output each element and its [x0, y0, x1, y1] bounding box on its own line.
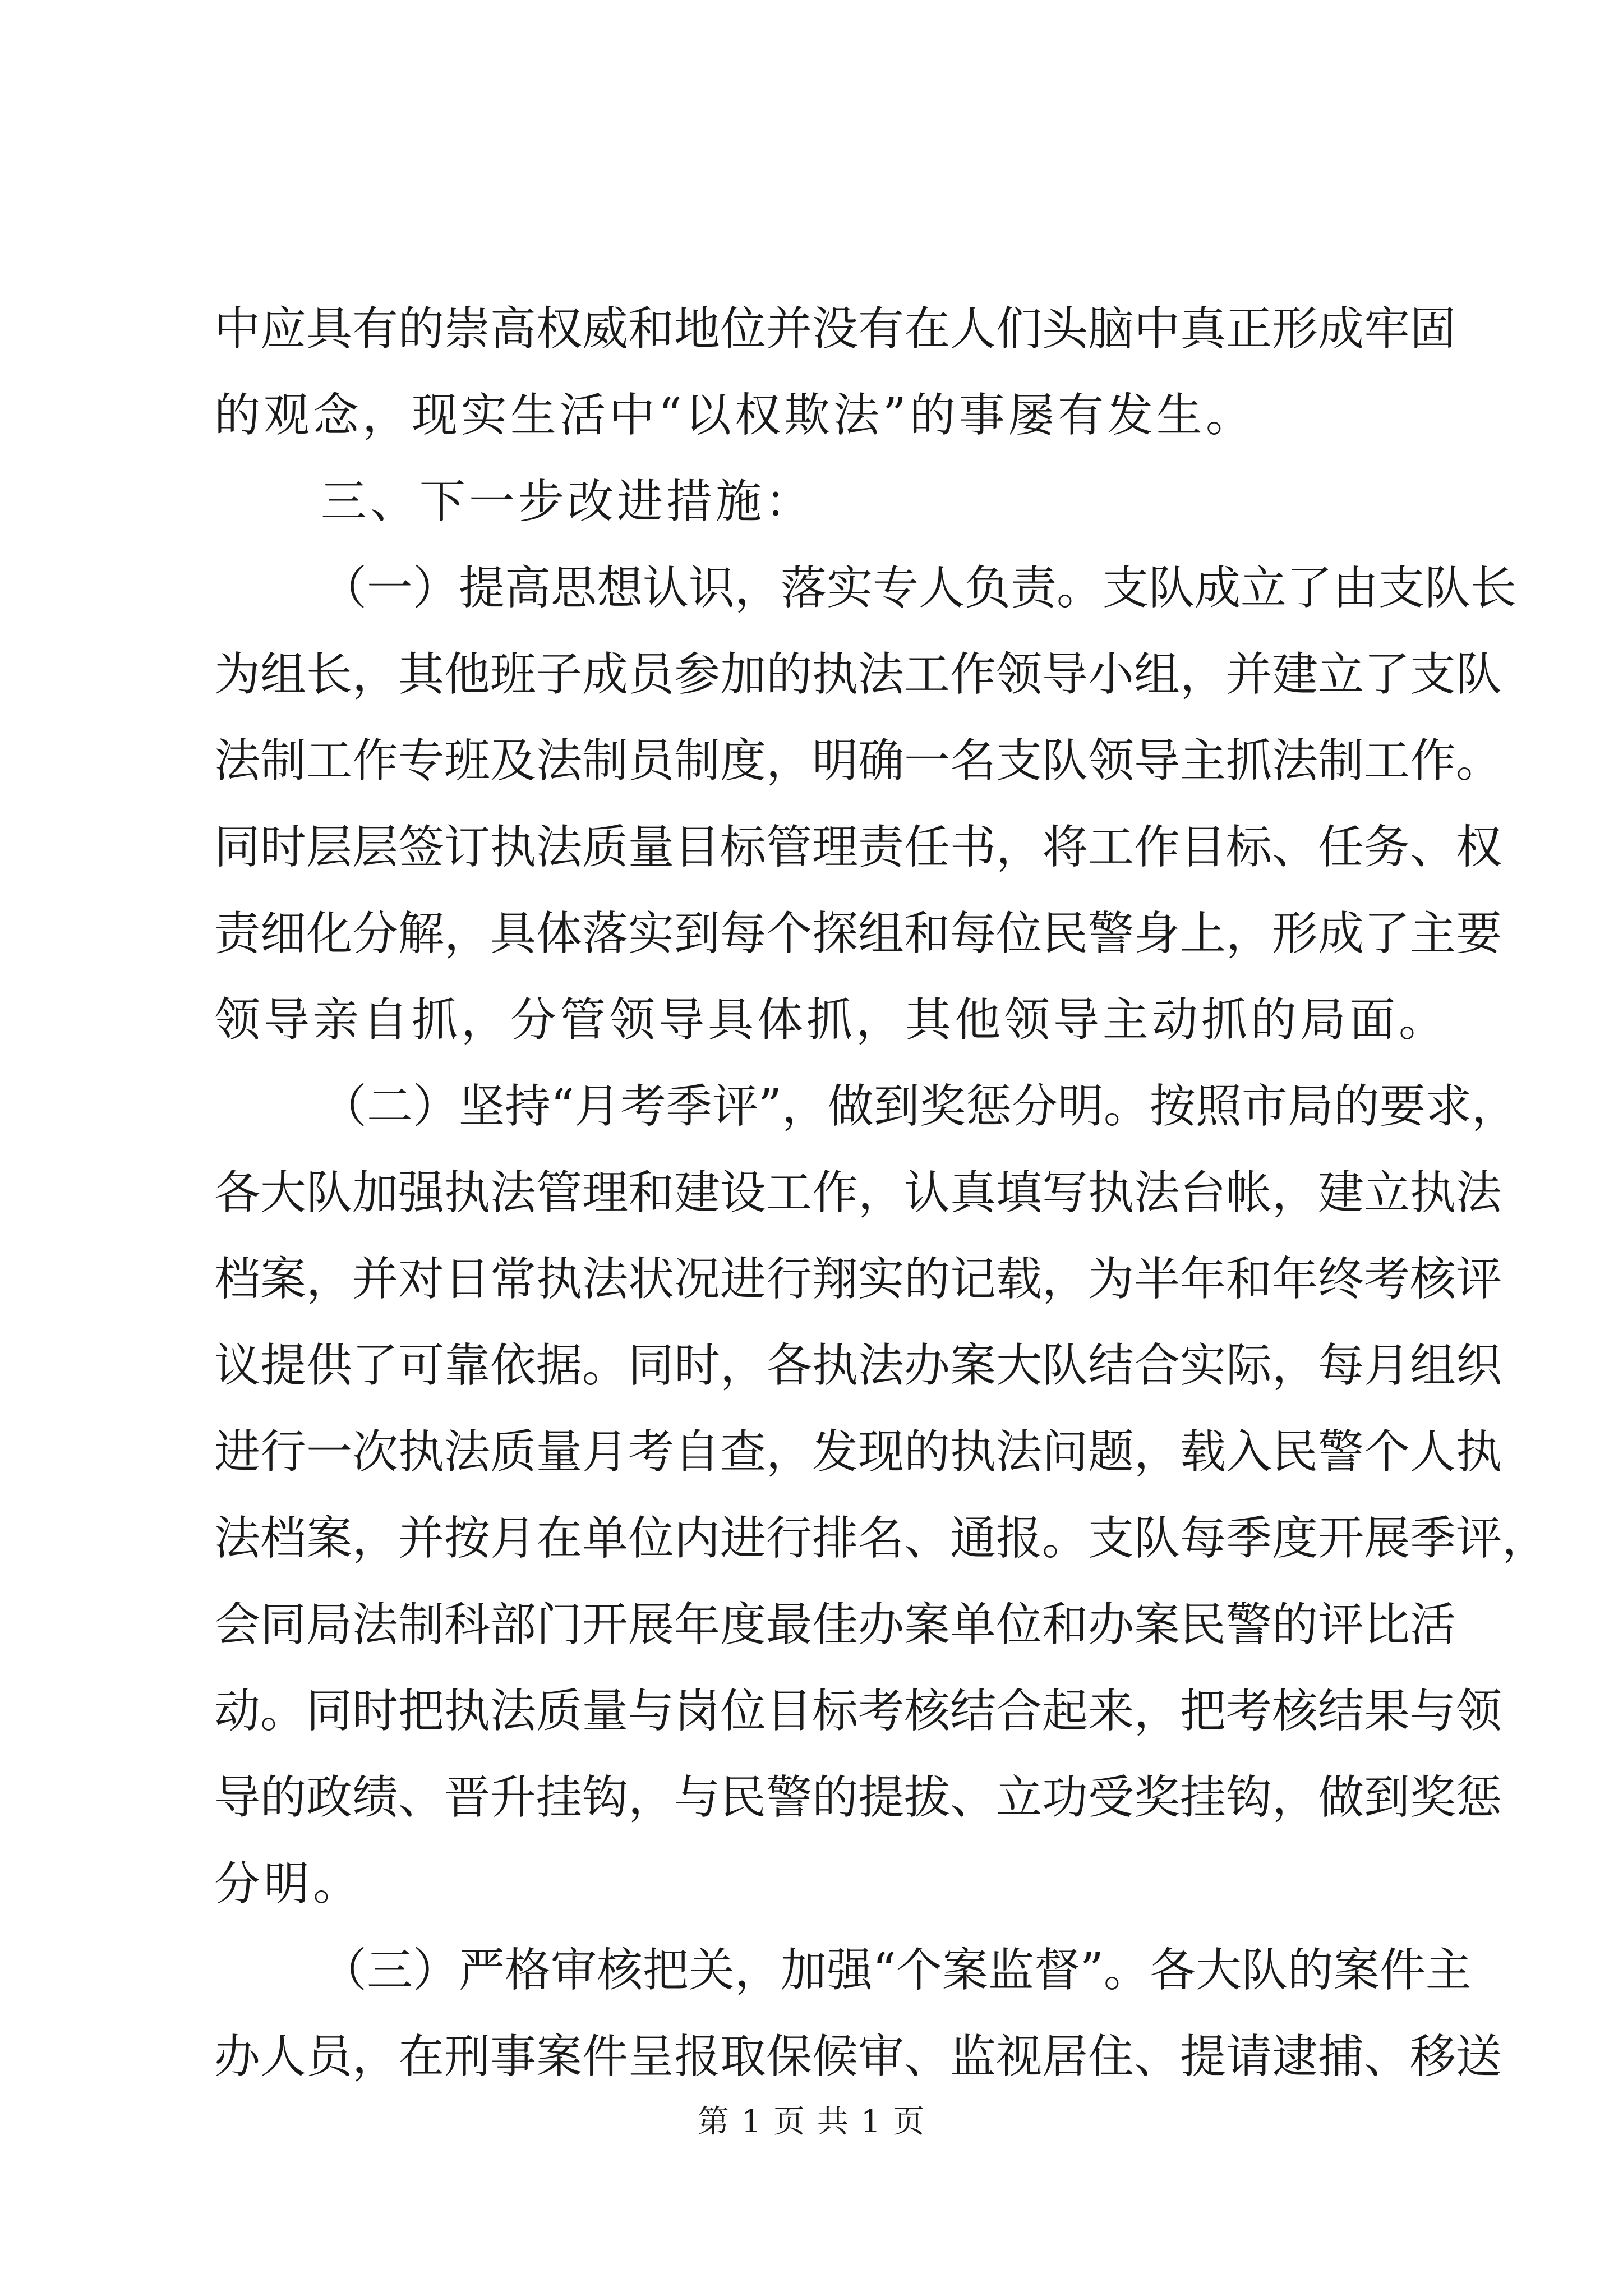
text-line: 档案，并对日常执法状况进行翔实的记载，为半年和年终考核评 — [214, 1253, 1502, 1306]
text-line: 的观念，现实生活中“以权欺法”的事屡有发生。 — [214, 389, 1255, 442]
text-line: 法制工作专班及法制员制度，明确一名支队领导主抓法制工作。 — [214, 734, 1502, 788]
text-line: 导的政绩、晋升挂钩，与民警的提拔、立功受奖挂钩，做到奖惩 — [214, 1771, 1502, 1824]
text-line: 中应具有的崇高权威和地位并没有在人们头脑中真正形成牢固 — [214, 302, 1456, 356]
text-line: 办人员，在刑事案件呈报取保候审、监视居住、提请逮捕、移送 — [214, 2030, 1502, 2083]
page-number-footer: 第 1 页 共 1 页 — [697, 2104, 926, 2140]
text-line: 责细化分解，具体落实到每个探组和每位民警身上，形成了主要 — [214, 907, 1502, 960]
text-line: 进行一次执法质量月考自查，发现的执法问题，载入民警个人执 — [214, 1425, 1502, 1479]
text-line: 会同局法制科部门开展年度最佳办案单位和办案民警的评比活 — [214, 1598, 1456, 1651]
paragraph-first-line: （三）严格审核把关，加强“个案监督”。各大队的案件主 — [321, 1944, 1472, 1997]
text-line: 分明。 — [214, 1857, 363, 1911]
paragraph-first-line: （一）提高思想认识，落实专人负责。支队成立了由支队长 — [321, 562, 1517, 615]
section-heading: 三、下一步改进措施： — [321, 475, 815, 528]
text-line: 动。同时把执法质量与岗位目标考核结合起来，把考核结果与领 — [214, 1685, 1502, 1738]
text-line: 为组长，其他班子成员参加的执法工作领导小组，并建立了支队 — [214, 648, 1502, 701]
paragraph-first-line: （二）坚持“月考季评”，做到奖惩分明。按照市局的要求， — [321, 1080, 1518, 1133]
text-line: 领导亲自抓，分管领导具体抓，其他领导主动抓的局面。 — [214, 993, 1449, 1047]
text-line: 各大队加强执法管理和建设工作，认真填写执法台帐，建立执法 — [214, 1166, 1502, 1220]
text-line: 法档案，并按月在单位内进行排名、通报。支队每季度开展季评， — [214, 1512, 1548, 1565]
text-line: 同时层层签订执法质量目标管理责任书，将工作目标、任务、权 — [214, 821, 1502, 874]
document-body — [214, 286, 1548, 2100]
text-line: 议提供了可靠依据。同时，各执法办案大队结合实际，每月组织 — [214, 1339, 1502, 1392]
